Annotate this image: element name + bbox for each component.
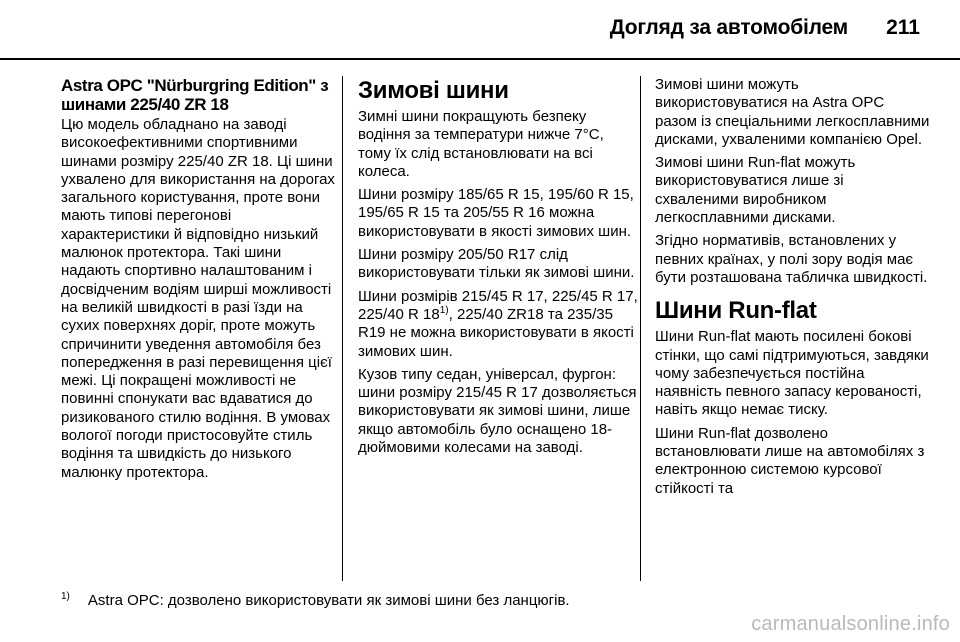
- page-header: [0, 0, 960, 56]
- watermark: carmanualsonline.info: [751, 613, 950, 635]
- winter-tyres-paragraph-1: Зимні шини покращують безпеку водіння за температури нижче 7°C, тому їх слід встановлювати на всі колеса.: [358, 108, 604, 180]
- footnote-reference: 1): [439, 304, 449, 316]
- opc-tyres-paragraph: Цю модель обладнано на заводі високоефективними спортивними шинами розміру 225/40 ZR 18. Ці шини ухвалено для використання на дорогах загального користування, проте вони мають типові перегонові характеристики й відповідно низький малюнок протектора. Такі шини надають спортивно налаштованим і досвідченим водіям ширші можливості на великій швидкості в разі їзди на сухих поверхнях доріг, проте можуть спричинити уведення автомобіля без попередження в разі перевищення цієї межі. Ці покращені можливості не повинні спонукати вас вдаватися до ризикованого стилю водіння. В умовах вологої погоди пристосовуйте стиль водіння та швидкість до низького малюнку протектора.: [61, 116, 335, 481]
- winter-tyres-paragraph-2: Шини розміру 185/65 R 15, 195/60 R 15, 195/65 R 15 та 205/55 R 16 можна використовувати в якості зимових шин.: [358, 186, 634, 240]
- p4-text-after: , 225/40 ZR18 та 235/35 R19 не можна використовувати в якості зимових шин.: [358, 305, 634, 360]
- run-flat-heading: Шини Run-flat: [655, 297, 817, 325]
- winter-tyres-paragraph-4: [358, 288, 638, 361]
- p4-text-before: Шини розмірів 215/45 R 17, 225/45 R 17, 225/40 R 18: [358, 287, 638, 323]
- column-divider-1: [342, 76, 343, 581]
- column-right: [655, 76, 930, 503]
- header-divider: [0, 58, 960, 60]
- winter-tyres-heading: Зимові шини: [358, 77, 509, 104]
- winter-tyres-paragraph-7: Зимові шини Run-flat можуть використовуватися лише зі схваленими виробником легкосплавними дисками.: [655, 154, 856, 227]
- run-flat-paragraph-1: Шини Run-flat мають посилені бокові стінки, що самі підтримуються, завдяки чому забезпечується постійна наявність певного запасу керованості, навіть якщо немає тиску.: [655, 328, 929, 419]
- page-title: Догляд за автомобілем: [609, 16, 848, 39]
- winter-tyres-paragraph-8: Згідно нормативів, встановлених у певних країнах, у полі зору водія має бути розташована табличка швидкості.: [655, 232, 928, 286]
- winter-tyres-paragraph-6: Зимові шини можуть використовуватися на Astra OPC разом із спеціальними легкосплавними дисками, ухваленими компанією Opel.: [655, 76, 930, 148]
- column-divider-2: [640, 76, 641, 581]
- run-flat-paragraph-2: Шини Run-flat дозволено встановлювати лише на автомобілях з електронною системою курсової стійкості та: [655, 424, 925, 497]
- footnote-mark: 1): [61, 591, 70, 602]
- column-middle: [358, 76, 638, 462]
- footnote-text: Astra OPC: дозволено використовувати як зимові шини без ланцюгів.: [87, 592, 570, 609]
- winter-tyres-paragraph-3: Шини розміру 205/50 R17 слід використовувати тільки як зимові шини.: [358, 246, 635, 282]
- opc-tyres-heading: Astra OPC "Nürburgring Edition" з шинами 225/40 ZR 18: [61, 76, 329, 114]
- column-left: [61, 76, 336, 487]
- page-number: 211: [886, 16, 920, 39]
- winter-tyres-paragraph-5: Кузов типу седан, універсал, фургон: шини розміру 215/45 R 17 дозволяється використовувати як зимові шини, лише якщо автомобіль було оснащено 18-дюймовими колесами на заводі.: [358, 365, 637, 457]
- footnote: [61, 588, 570, 610]
